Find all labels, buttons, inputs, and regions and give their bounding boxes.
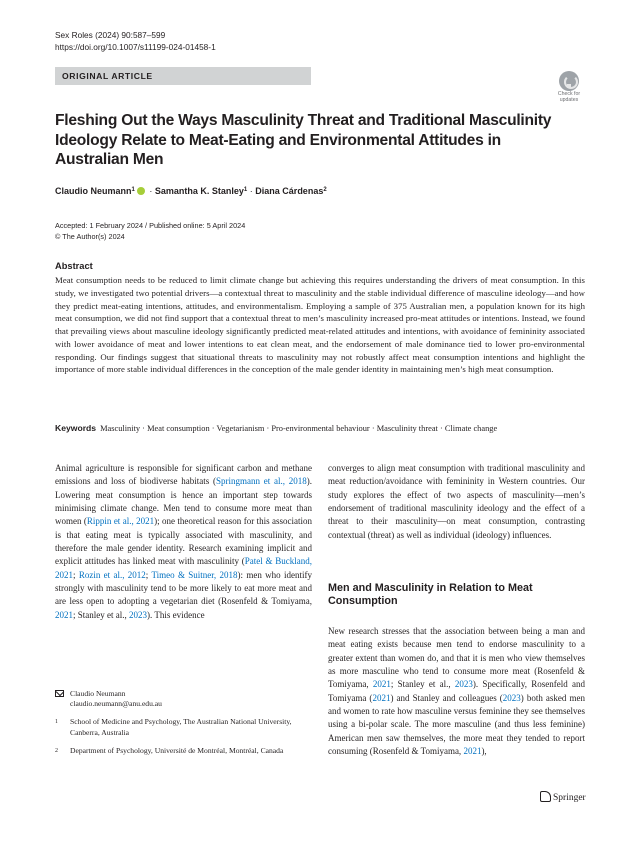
author-name[interactable]: Claudio Neumann <box>55 186 132 196</box>
contact-email[interactable]: claudio.neumann@anu.edu.au <box>70 699 162 709</box>
citation-link[interactable]: Springmann et al., 2018 <box>216 476 307 487</box>
keywords-heading: Keywords <box>55 423 97 433</box>
affiliation-mark: 2 <box>55 747 58 754</box>
author-affiliation-mark: 1 <box>131 187 135 193</box>
author-affiliation-mark: 2 <box>323 187 327 193</box>
citation-link[interactable]: Rippin et al., 2021 <box>86 516 155 527</box>
affiliation-footnote <box>55 717 312 737</box>
check-updates-label: Check for updates <box>557 91 581 103</box>
publisher-logo <box>540 791 586 805</box>
affiliation-text: School of Medicine and Psychology, The Australian National University, Canberra, Australia <box>70 717 292 737</box>
check-for-updates-icon <box>559 71 579 91</box>
citation-link[interactable]: Patel & Buckland, 2021 <box>55 556 312 580</box>
keywords-list: Masculinity · Meat consumption · Vegetarianism · Pro-environmental behaviour · Masculinity threat · Climate change <box>100 424 498 433</box>
author-affiliation-mark: 1 <box>243 187 248 193</box>
accepted-published-dates: Accepted: 1 February 2024 / Published online: 5 April 2024 <box>55 221 246 230</box>
contact-footnote <box>55 689 312 709</box>
section-heading: Men and Masculinity in Relation to Meat Consumption <box>328 582 533 607</box>
copyright-notice: © The Author(s) 2024 <box>55 231 125 241</box>
footnotes <box>55 689 312 764</box>
author-name[interactable]: Samantha K. Stanley <box>154 186 244 196</box>
publication-dates <box>55 221 245 242</box>
journal-citation: Sex Roles (2024) 90:587–599 <box>55 30 166 40</box>
article-title: Fleshing Out the Ways Masculinity Threat and Traditional Masculinity Ideology Relate to Meat-Eating and Environmental Attitudes in Australian Men <box>55 112 552 168</box>
citation-link[interactable]: 2021 <box>372 679 391 690</box>
publisher-name: Springer <box>553 793 586 803</box>
affiliation-mark: 1 <box>55 719 58 726</box>
body-left-column: Animal agriculture is responsible for significant carbon and methane emissions and loss of biodiverse habitats (Springmann et al., 2018). Lowering meat consumption is hence an important step towards minimising climate change. Men tend to consume more meat than women (Rippin et al., 2021); one theoretical reason for this association is that eating meat is typically associated with masculinity, and therefore the male gender identity. Research examining implicit and explicit attitudes has linked meat with masculinity (Patel & Buckland, 2021; Rozin et al., 2012; Timeo & Suitner, 2018): men who identify strongly with masculinity tend to be more likely to eat more meat and are less open to adopting a vegetarian diet (Rosenfeld & Tomiyama, 2021; Stanley et al., 2023). This evidence <box>55 463 312 620</box>
citation-link[interactable]: 2021 <box>463 746 482 757</box>
citation-link[interactable]: Rozin et al., 2012 <box>78 569 146 580</box>
citation-link[interactable]: Timeo & Suitner, 2018 <box>151 569 238 580</box>
orcid-icon[interactable] <box>137 187 145 195</box>
doi-link[interactable]: https://doi.org/10.1007/s11199-024-01458-1 <box>55 41 216 52</box>
affiliation-text: Department of Psychology, Université de Montréal, Montréal, Canada <box>70 745 284 755</box>
author-separator: · <box>149 186 153 196</box>
author-separator: · <box>249 186 253 196</box>
body-right-column-intro: converges to align meat consumption with traditional masculinity and meat reduction/avoidance with femininity in Western countries. Our study explores the effect of two aspects of masculinity—men’s endorsement of traditional masculinity ideology and the effect of a threat to their masculinity—on meat consumption, contrasting contextual (threat) as well as individual (ideology) influences. <box>328 463 585 540</box>
citation-link[interactable]: 2021 <box>372 692 391 703</box>
citation-link[interactable]: 2023 <box>454 679 473 690</box>
author-list <box>55 184 327 198</box>
springer-horse-icon <box>540 791 551 802</box>
mail-icon <box>55 690 64 697</box>
author-name[interactable]: Diana Cárdenas <box>255 186 324 196</box>
body-right-column-section: New research stresses that the association between being a man and meat eating exists because men tend to endorse masculinity to a greater extent than women do, and that it is men who view themselves as more masculine who tend to consume more meat (Rosenfeld & Tomiyama, 2021; Stanley et al., 2023). Specifically, Rosenfeld and Tomiyama (2021) and Stanley and colleagues (2023) both asked men and women to rate how masculine versus feminine they see themselves using a bi-polar scale. The more masculine (and thus less feminine) American men saw themselves, the more meat they tended to report consuming (Rosenfeld & Tomiyama, 2021), <box>328 626 585 757</box>
citation-link[interactable]: 2021 <box>55 609 73 620</box>
affiliation-footnote <box>55 746 312 756</box>
citation-link[interactable]: 2023 <box>129 609 147 620</box>
abstract-heading: Abstract <box>55 261 93 271</box>
journal-header <box>55 30 216 53</box>
abstract-text: Meat consumption needs to be reduced to limit climate change but achieving this requires understanding the drivers of meat consumption. In this study, we investigated two potential drivers—a contextual threat to masculinity and the stable individual difference of masculine ideology—and how they predict meat-eating intentions, attitudes, and environmentalism. Employing a sample of 375 Australian men, a population known for its high meat consumption, we did not find support that a contextual threat to men’s masculinity increased pro-meat attitudes or intentions. Instead, we found that prevailing views about masculine ideology significantly predicted meat-related attitudes and intentions, with avoidance of femininity associated with lower avoidance of meat and lower intentions to eat clean meat, and the endorsement of male dominance tied to lower pro-environmental responding. Our findings suggest that situational threats to masculinity may not robustly affect meat consumption intentions and highlight the importance of more stable individual differences in the conception of the male gender identity in maintaining men’s high meat consumption. <box>55 275 585 375</box>
check-for-updates-badge[interactable] <box>554 71 584 103</box>
contact-name: Claudio Neumann <box>70 689 126 698</box>
citation-link[interactable]: 2023 <box>502 692 521 703</box>
keywords <box>55 423 585 434</box>
article-type-banner: ORIGINAL ARTICLE <box>55 67 311 85</box>
